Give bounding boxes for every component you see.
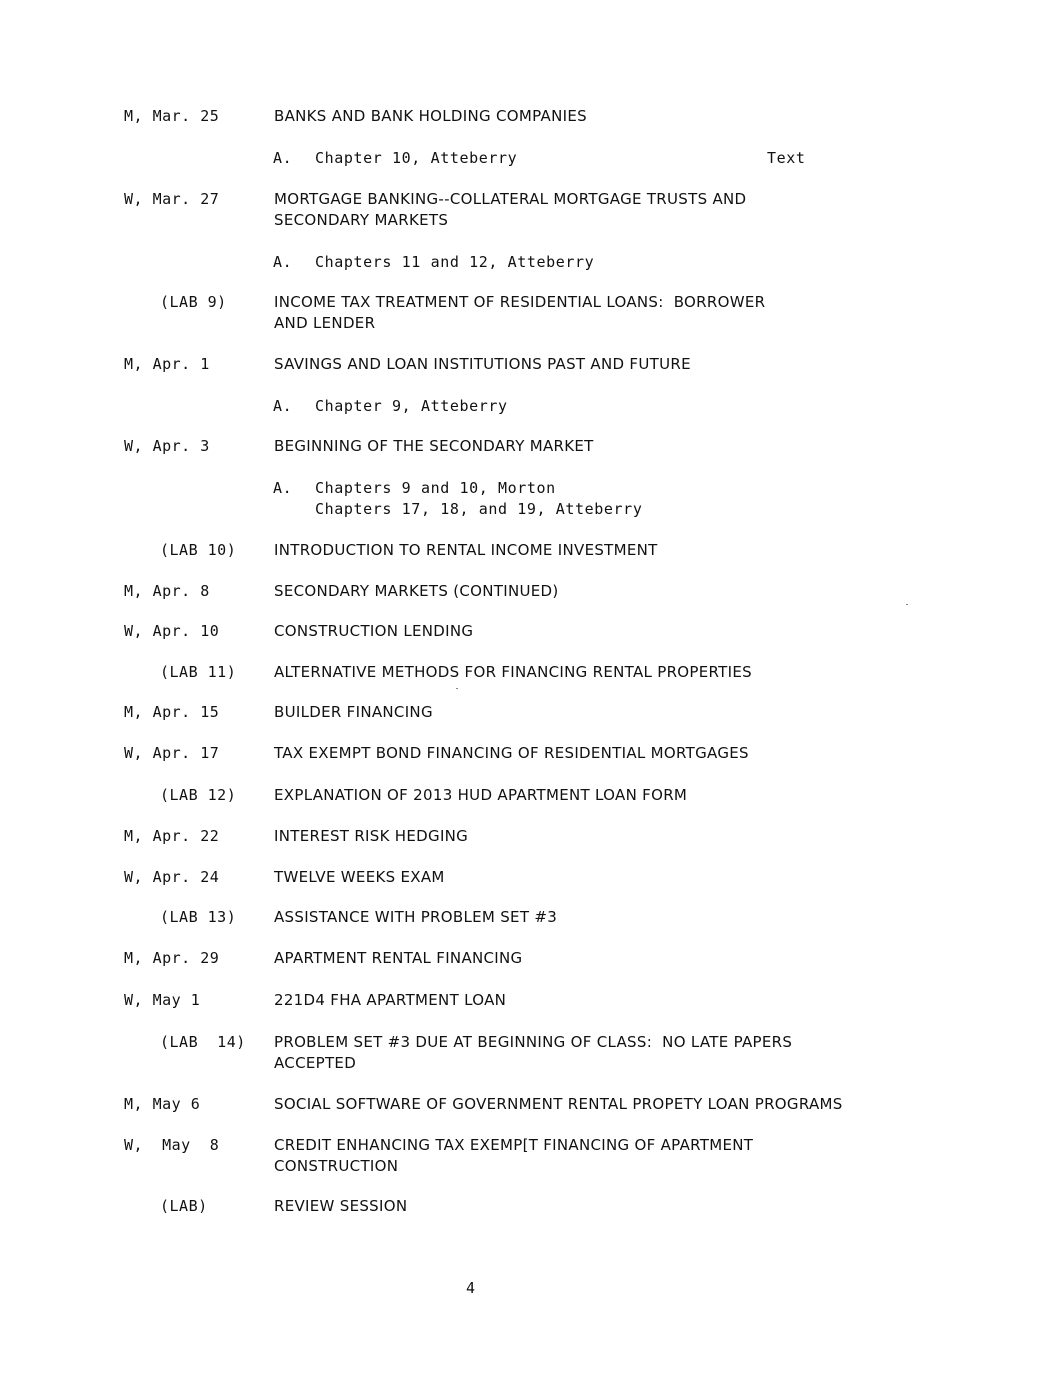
lab-label: (LAB 12) bbox=[160, 786, 237, 804]
topic-line: ALTERNATIVE METHODS FOR FINANCING RENTAL PROPERTIES bbox=[274, 663, 752, 681]
topic-line: CONSTRUCTION bbox=[274, 1157, 399, 1175]
session-topic bbox=[274, 189, 914, 231]
topic-line: TWELVE WEEKS EXAM bbox=[274, 868, 445, 886]
class-date: W, Mar. 27 bbox=[124, 190, 220, 208]
session-topic bbox=[274, 292, 914, 334]
class-date: M, Apr. 15 bbox=[124, 703, 220, 721]
reading-letter: A. bbox=[273, 253, 293, 271]
session-topic bbox=[274, 354, 914, 375]
session-topic bbox=[274, 948, 914, 969]
lab-label: (LAB 9) bbox=[160, 293, 227, 311]
text-column-label: Text bbox=[767, 149, 806, 167]
reading-letter: A. bbox=[273, 397, 293, 415]
topic-line: AND LENDER bbox=[274, 314, 376, 332]
topic-line: SAVINGS AND LOAN INSTITUTIONS PAST AND FUTURE bbox=[274, 355, 691, 373]
topic-line: INTEREST RISK HEDGING bbox=[274, 827, 469, 845]
topic-line: SECONDARY MARKETS (CONTINUED) bbox=[274, 582, 559, 600]
lab-label: (LAB 14) bbox=[160, 1033, 246, 1051]
reading-line: Chapters 11 and 12, Atteberry bbox=[315, 253, 595, 271]
class-date: M, Apr. 8 bbox=[124, 582, 210, 600]
reading-text bbox=[315, 396, 508, 417]
session-topic bbox=[274, 621, 914, 642]
reading-text bbox=[315, 252, 594, 273]
topic-line: TAX EXEMPT BOND FINANCING OF RESIDENTIAL MORTGAGES bbox=[274, 744, 749, 762]
session-topic bbox=[274, 785, 914, 806]
session-topic bbox=[274, 1196, 914, 1217]
reading-line: Chapters 17, 18, and 19, Atteberry bbox=[315, 500, 643, 518]
class-date: W, Apr. 17 bbox=[124, 744, 220, 762]
topic-line: 221D4 FHA APARTMENT LOAN bbox=[274, 991, 507, 1009]
session-topic bbox=[274, 743, 914, 764]
topic-line: PROBLEM SET #3 DUE AT BEGINNING OF CLASS: NO LATE PAPERS bbox=[274, 1033, 793, 1051]
session-topic bbox=[274, 1135, 914, 1177]
class-date: W, May 1 bbox=[124, 991, 201, 1009]
page-number: 4 bbox=[466, 1279, 476, 1297]
class-date: W, Apr. 3 bbox=[124, 437, 210, 455]
topic-line: CONSTRUCTION LENDING bbox=[274, 622, 474, 640]
lab-label: (LAB 11) bbox=[160, 663, 237, 681]
topic-line: REVIEW SESSION bbox=[274, 1197, 408, 1215]
topic-line: ACCEPTED bbox=[274, 1054, 357, 1072]
lab-label: (LAB) bbox=[160, 1197, 208, 1215]
topic-line: BEGINNING OF THE SECONDARY MARKET bbox=[274, 437, 594, 455]
class-date: M, May 6 bbox=[124, 1095, 201, 1113]
session-topic bbox=[274, 907, 914, 928]
scan-speck bbox=[906, 604, 908, 605]
session-topic bbox=[274, 1032, 914, 1074]
session-topic bbox=[274, 702, 914, 723]
topic-line: ASSISTANCE WITH PROBLEM SET #3 bbox=[274, 908, 558, 926]
reading-text bbox=[315, 148, 517, 169]
topic-line: BANKS AND BANK HOLDING COMPANIES bbox=[274, 107, 587, 125]
class-date: M, Apr. 29 bbox=[124, 949, 220, 967]
reading-line: Chapter 10, Atteberry bbox=[315, 149, 518, 167]
scan-speck bbox=[456, 688, 458, 689]
topic-line: CREDIT ENHANCING TAX EXEMP[T FINANCING OF APARTMENT bbox=[274, 1136, 754, 1154]
session-topic bbox=[274, 1094, 914, 1115]
class-date: W, Apr. 24 bbox=[124, 868, 220, 886]
reading-text bbox=[315, 478, 642, 520]
topic-line: INTRODUCTION TO RENTAL INCOME INVESTMENT bbox=[274, 541, 658, 559]
topic-line: EXPLANATION OF 2013 HUD APARTMENT LOAN FORM bbox=[274, 786, 688, 804]
reading-letter: A. bbox=[273, 479, 293, 497]
class-date: W, Apr. 10 bbox=[124, 622, 220, 640]
reading-line: Chapters 9 and 10, Morton bbox=[315, 479, 556, 497]
lab-label: (LAB 10) bbox=[160, 541, 237, 559]
topic-line: MORTGAGE BANKING--COLLATERAL MORTGAGE TRUSTS AND bbox=[274, 190, 747, 208]
class-date: W, May 8 bbox=[124, 1136, 220, 1154]
topic-line: SOCIAL SOFTWARE OF GOVERNMENT RENTAL PROPETY LOAN PROGRAMS bbox=[274, 1095, 843, 1113]
class-date: M, Apr. 22 bbox=[124, 827, 220, 845]
topic-line: SECONDARY MARKETS bbox=[274, 211, 449, 229]
topic-line: BUILDER FINANCING bbox=[274, 703, 433, 721]
session-topic bbox=[274, 826, 914, 847]
reading-letter: A. bbox=[273, 149, 293, 167]
session-topic bbox=[274, 436, 914, 457]
session-topic bbox=[274, 662, 914, 683]
session-topic bbox=[274, 106, 914, 127]
reading-line: Chapter 9, Atteberry bbox=[315, 397, 508, 415]
topic-line: INCOME TAX TREATMENT OF RESIDENTIAL LOANS: BORROWER bbox=[274, 293, 766, 311]
session-topic bbox=[274, 540, 914, 561]
lab-label: (LAB 13) bbox=[160, 908, 237, 926]
session-topic bbox=[274, 990, 914, 1011]
topic-line: APARTMENT RENTAL FINANCING bbox=[274, 949, 523, 967]
class-date: M, Apr. 1 bbox=[124, 355, 210, 373]
session-topic bbox=[274, 867, 914, 888]
class-date: M, Mar. 25 bbox=[124, 107, 220, 125]
session-topic bbox=[274, 581, 914, 602]
